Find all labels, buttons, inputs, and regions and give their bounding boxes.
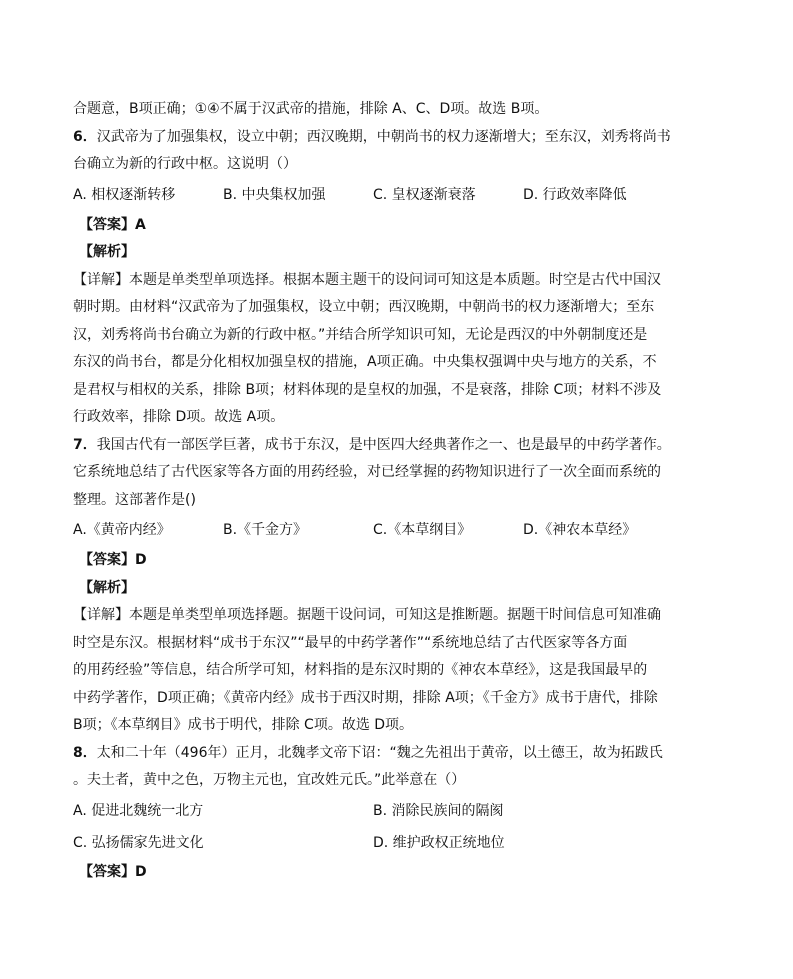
question-6-option-b: B. 中央集权加强	[223, 186, 326, 203]
question-6-detail-line-1: 【详解】本题是单类型单项选择。根据本题主题干的设问词可知这是本质题。时空是古代中国汉	[73, 271, 661, 288]
question-8-option-d: D. 维护政权正统地位	[373, 834, 505, 851]
question-6-number: 6．	[73, 128, 97, 145]
question-7-detail-line-1: 【详解】本题是单类型单项选择题。据题干设问词，可知这是推断题。据题干时间信息可知准确	[73, 607, 661, 623]
question-7-analysis-label: 【解析】	[79, 579, 135, 596]
question-8-answer: 【答案】D	[79, 863, 147, 880]
question-7-stem-line-1	[73, 432, 673, 460]
question-7	[73, 432, 673, 740]
question-6	[73, 124, 673, 432]
question-7-detail-line-3: 的用药经验”等信息，结合所学可知，材料指的是东汉时期的《神农本草经》，这是我国最早的	[73, 662, 648, 678]
question-6-answer: 【答案】A	[79, 216, 146, 233]
question-6-option-a: A. 相权逐渐转移	[73, 186, 176, 203]
question-8-number: 8．	[73, 744, 97, 761]
question-8-option-b: B. 消除民族间的隔阂	[373, 802, 504, 819]
question-6-detail-line-2: 朝时期。由材料“汉武帝为了加强集权，设立中朝；西汉晚期，中朝尚书的权力逐渐增大；至东	[73, 299, 655, 315]
question-6-options	[73, 179, 673, 212]
question-8-stem-text-1: 太和二十年（496年）正月，北魏孝文帝下诏：“魏之先祖出于黄帝，以土德王，故为拓跋氏	[96, 744, 663, 761]
question-7-option-b: B.《千金方》	[223, 522, 308, 538]
question-6-option-d: D. 行政效率降低	[523, 186, 627, 203]
question-6-detail-line-6: 行政效率，排除 D项。故选 A项。	[73, 409, 285, 425]
question-7-option-c: C.《本草纲目》	[373, 522, 472, 538]
question-6-stem-line-1	[73, 124, 673, 152]
question-7-detail-line-5: B项；《本草纲目》成书于明代，排除 C项。故选 D项。	[73, 717, 414, 733]
question-8-options-row-2	[73, 827, 673, 859]
question-7-options	[73, 514, 673, 547]
question-8-stem-line-2: 。夫土者，黄中之色，万物主元也，宜改姓元氏。”此举意在（）	[73, 772, 466, 788]
question-7-stem-text-1: 我国古代有一部医学巨著，成书于东汉，是中医四大经典著作之一、也是最早的中药学著作。	[96, 436, 671, 453]
question-6-analysis-label: 【解析】	[79, 244, 135, 260]
question-6-detail-line-4: 东汉的尚书台，都是分化相权加强皇权的措施，A项正确。中央集权强调中央与地方的关系，不	[73, 354, 657, 370]
question-7-option-d: D.《神农本草经》	[523, 522, 637, 538]
question-7-stem-line-3: 整理。这部著作是()	[73, 491, 196, 508]
question-8-options-row-1	[73, 795, 673, 827]
document-page	[73, 96, 673, 886]
question-8-stem-line-1	[73, 740, 673, 768]
question-7-detail-line-2: 时空是东汉。根据材料“成书于东汉”“最早的中药学著作”“系统地总结了古代医家等各方面	[73, 634, 628, 651]
lead-line: 合题意，B项正确；①④不属于汉武帝的措施，排除 A、C、D项。故选 B项。	[73, 101, 549, 117]
question-8	[73, 740, 673, 887]
question-7-answer: 【答案】D	[79, 552, 147, 568]
question-6-stem-text-1: 汉武帝为了加强集权，设立中朝；西汉晚期，中朝尚书的权力逐渐增大；至东汉，刘秀将尚书	[96, 128, 671, 145]
question-6-detail-line-3: 汉，刘秀将尚书台确立为新的行政中枢。”并结合所学知识可知，无论是西汉的中外朝制度还是	[73, 326, 648, 343]
question-7-number: 7．	[73, 436, 97, 453]
question-8-option-c: C. 弘扬儒家先进文化	[73, 834, 204, 851]
question-7-option-a: A.《黄帝内经》	[73, 522, 171, 538]
question-6-detail-line-5: 是君权与相权的关系，排除 B项；材料体现的是皇权的加强，不是衰落，排除 C项；材料不涉及	[73, 381, 662, 398]
question-6-option-c: C. 皇权逐渐衰落	[373, 186, 476, 203]
question-8-option-a: A. 促进北魏统一北方	[73, 802, 204, 819]
question-6-stem-line-2: 台确立为新的行政中枢。这说明（）	[73, 156, 297, 172]
question-7-stem-line-2: 它系统地总结了古代医家等各方面的用药经验，对已经掌握的药物知识进行了一次全面而系统的	[73, 464, 661, 480]
question-7-detail-line-4: 中药学著作，D项正确；《黄帝内经》成书于西汉时期，排除 A项；《千金方》成书于唐代，排除	[73, 689, 658, 706]
